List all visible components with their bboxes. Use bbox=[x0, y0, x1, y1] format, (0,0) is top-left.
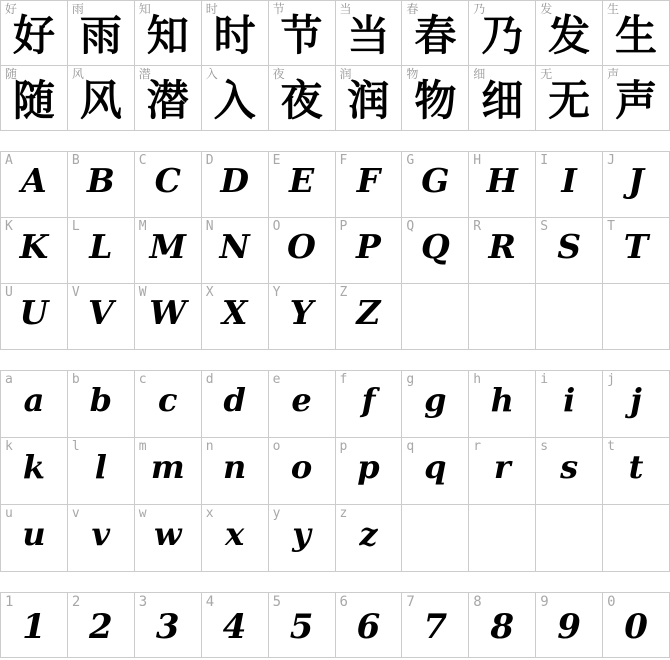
cell-label: F bbox=[339, 153, 348, 168]
cell-label: D bbox=[205, 153, 214, 168]
glyph: b bbox=[89, 381, 113, 419]
glyph: 4 bbox=[222, 607, 247, 647]
glyph-cell bbox=[1, 593, 68, 658]
glyph-cell bbox=[336, 284, 403, 350]
glyph: C bbox=[154, 161, 181, 200]
cell-label: R bbox=[473, 219, 482, 234]
cell-label: 乃 bbox=[473, 2, 486, 16]
glyph: V bbox=[88, 293, 114, 332]
cell-label: z bbox=[339, 506, 348, 521]
glyph: O bbox=[287, 227, 316, 266]
cell-label: I bbox=[540, 153, 549, 168]
glyph: 8 bbox=[490, 607, 515, 647]
glyph: P bbox=[356, 227, 381, 266]
empty-cell bbox=[536, 284, 603, 350]
glyph: h bbox=[490, 381, 514, 419]
glyph: J bbox=[628, 161, 644, 200]
cell-label: V bbox=[71, 285, 80, 300]
glyph-cell bbox=[269, 1, 336, 66]
cell-label: X bbox=[205, 285, 214, 300]
glyph: M bbox=[149, 227, 186, 266]
glyph: 当 bbox=[347, 11, 390, 60]
glyph-cell bbox=[336, 1, 403, 66]
cell-label: Y bbox=[272, 285, 281, 300]
glyph-cell bbox=[603, 218, 670, 284]
glyph: f bbox=[361, 381, 376, 419]
glyph: 声 bbox=[615, 76, 658, 125]
cell-label: v bbox=[71, 506, 80, 521]
glyph-cell bbox=[536, 218, 603, 284]
cell-label: O bbox=[272, 219, 281, 234]
glyph-cell bbox=[202, 593, 269, 658]
cell-label: 4 bbox=[205, 594, 215, 610]
cell-label: h bbox=[473, 372, 482, 387]
glyph: 2 bbox=[89, 607, 113, 647]
glyph: k bbox=[22, 448, 46, 486]
glyph: U bbox=[19, 293, 49, 332]
cell-label: p bbox=[339, 439, 348, 454]
cell-label: 入 bbox=[205, 67, 218, 81]
glyph-cell bbox=[469, 66, 536, 131]
glyph: 潜 bbox=[146, 76, 189, 125]
glyph-cell bbox=[202, 371, 269, 438]
glyph: q bbox=[424, 448, 447, 486]
cell-label: y bbox=[272, 506, 281, 521]
glyph-cell bbox=[469, 438, 536, 505]
glyph: v bbox=[91, 515, 111, 553]
glyph-cell bbox=[202, 505, 269, 572]
glyph: 5 bbox=[289, 607, 314, 647]
glyph: l bbox=[94, 448, 107, 486]
lowercase-grid bbox=[0, 370, 670, 572]
glyph-cell bbox=[269, 152, 336, 218]
cell-label: 5 bbox=[272, 594, 282, 610]
cell-label: 物 bbox=[406, 67, 419, 81]
cell-label: 无 bbox=[540, 67, 553, 81]
glyph-cell bbox=[1, 505, 68, 572]
glyph-cell bbox=[135, 218, 202, 284]
cell-label: 1 bbox=[5, 594, 14, 610]
cell-label: 时 bbox=[205, 2, 218, 16]
empty-cell bbox=[402, 505, 469, 572]
glyph-cell bbox=[603, 438, 670, 505]
glyph-cell bbox=[336, 218, 403, 284]
glyph: g bbox=[424, 381, 447, 419]
cell-label: u bbox=[5, 506, 13, 521]
glyph: 1 bbox=[22, 607, 46, 647]
glyph: 细 bbox=[481, 76, 524, 125]
cell-label: 3 bbox=[138, 594, 148, 610]
glyph: W bbox=[149, 293, 187, 332]
glyph: r bbox=[493, 448, 511, 486]
glyph: z bbox=[359, 515, 378, 553]
glyph-cell bbox=[336, 438, 403, 505]
glyph: t bbox=[628, 448, 644, 486]
glyph: 润 bbox=[347, 76, 390, 125]
cell-label: P bbox=[339, 219, 348, 234]
glyph-cell bbox=[269, 371, 336, 438]
glyph: m bbox=[150, 448, 185, 486]
glyph-cell bbox=[269, 66, 336, 131]
glyph: d bbox=[223, 381, 246, 419]
glyph-cell bbox=[1, 66, 68, 131]
glyph-cell bbox=[603, 66, 670, 131]
cell-label: 润 bbox=[339, 67, 352, 81]
glyph: E bbox=[288, 161, 315, 200]
glyph-cell bbox=[402, 152, 469, 218]
glyph: 6 bbox=[356, 607, 381, 647]
glyph: j bbox=[630, 381, 642, 419]
glyph-cell bbox=[536, 371, 603, 438]
cell-label: Q bbox=[406, 219, 415, 234]
cell-label: o bbox=[272, 439, 281, 454]
digits-grid bbox=[0, 592, 670, 658]
glyph-cell bbox=[135, 284, 202, 350]
glyph-cell bbox=[68, 371, 135, 438]
glyph: B bbox=[86, 161, 115, 200]
glyph-cell bbox=[402, 218, 469, 284]
cell-label: a bbox=[5, 372, 13, 387]
cell-label: 9 bbox=[540, 594, 549, 610]
glyph-cell bbox=[402, 66, 469, 131]
glyph-cell bbox=[402, 438, 469, 505]
cell-label: q bbox=[406, 439, 415, 454]
glyph-cell bbox=[202, 284, 269, 350]
cell-label: g bbox=[406, 372, 415, 387]
glyph: w bbox=[153, 515, 182, 553]
glyph-cell bbox=[536, 152, 603, 218]
glyph-cell bbox=[68, 284, 135, 350]
glyph: I bbox=[561, 161, 577, 200]
cell-label: n bbox=[205, 439, 214, 454]
cell-label: 随 bbox=[5, 67, 18, 81]
cell-label: x bbox=[205, 506, 214, 521]
glyph-cell bbox=[269, 218, 336, 284]
cell-label: 春 bbox=[406, 2, 419, 16]
empty-cell bbox=[469, 284, 536, 350]
glyph-cell bbox=[202, 218, 269, 284]
glyph: T bbox=[623, 227, 649, 266]
cell-label: 7 bbox=[406, 594, 415, 610]
cell-label: 细 bbox=[473, 67, 486, 81]
glyph-cell bbox=[135, 438, 202, 505]
hanzi-grid bbox=[0, 0, 670, 131]
glyph-cell bbox=[603, 593, 670, 658]
glyph: G bbox=[421, 161, 450, 200]
glyph: i bbox=[563, 381, 576, 419]
glyph: 知 bbox=[146, 11, 189, 60]
glyph: 风 bbox=[79, 76, 122, 125]
cell-label: 风 bbox=[71, 67, 84, 81]
glyph: p bbox=[357, 448, 380, 486]
glyph: 雨 bbox=[79, 11, 122, 60]
cell-label: i bbox=[540, 372, 549, 387]
glyph-cell bbox=[135, 593, 202, 658]
glyph-cell bbox=[135, 371, 202, 438]
glyph: Z bbox=[356, 293, 381, 332]
glyph-cell bbox=[135, 1, 202, 66]
cell-label: 潜 bbox=[138, 67, 151, 81]
glyph-cell bbox=[68, 438, 135, 505]
glyph-cell bbox=[469, 371, 536, 438]
cell-label: 节 bbox=[272, 2, 285, 16]
cell-label: r bbox=[473, 439, 482, 454]
glyph-cell bbox=[336, 505, 403, 572]
empty-cell bbox=[402, 284, 469, 350]
glyph-cell bbox=[202, 66, 269, 131]
glyph: 夜 bbox=[280, 76, 323, 125]
cell-label: l bbox=[71, 439, 80, 454]
cell-label: d bbox=[205, 372, 214, 387]
glyph-cell bbox=[536, 438, 603, 505]
glyph-cell bbox=[1, 438, 68, 505]
glyph: F bbox=[356, 161, 381, 200]
cell-label: L bbox=[71, 219, 80, 234]
glyph-cell bbox=[202, 152, 269, 218]
glyph-cell bbox=[536, 1, 603, 66]
cell-label: W bbox=[138, 285, 147, 300]
empty-cell bbox=[469, 505, 536, 572]
cell-label: 夜 bbox=[272, 67, 285, 81]
uppercase-grid bbox=[0, 151, 670, 350]
cell-label: H bbox=[473, 153, 482, 168]
glyph: 好 bbox=[12, 11, 55, 60]
glyph-cell bbox=[336, 593, 403, 658]
glyph-cell bbox=[402, 371, 469, 438]
glyph-cell bbox=[603, 1, 670, 66]
cell-label: 发 bbox=[540, 2, 553, 16]
glyph-cell bbox=[1, 152, 68, 218]
glyph: 7 bbox=[423, 607, 448, 647]
cell-label: S bbox=[540, 219, 549, 234]
glyph-cell bbox=[135, 505, 202, 572]
cell-label: j bbox=[607, 372, 615, 387]
cell-label: 好 bbox=[5, 2, 18, 16]
glyph: X bbox=[221, 293, 248, 332]
cell-label: 0 bbox=[607, 594, 616, 610]
cell-label: b bbox=[71, 372, 80, 387]
glyph-cell bbox=[68, 66, 135, 131]
glyph-cell bbox=[269, 438, 336, 505]
cell-label: 8 bbox=[473, 594, 482, 610]
cell-label: N bbox=[205, 219, 214, 234]
cell-label: M bbox=[138, 219, 147, 234]
glyph: A bbox=[21, 161, 47, 200]
glyph-cell bbox=[202, 1, 269, 66]
cell-label: f bbox=[339, 372, 348, 387]
glyph: 生 bbox=[615, 11, 658, 60]
cell-label: E bbox=[272, 153, 281, 168]
glyph-cell bbox=[402, 1, 469, 66]
glyph-cell bbox=[536, 66, 603, 131]
cell-label: T bbox=[607, 219, 615, 234]
glyph-cell bbox=[135, 66, 202, 131]
glyph-cell bbox=[603, 152, 670, 218]
cell-label: w bbox=[138, 506, 147, 521]
glyph: K bbox=[19, 227, 49, 266]
glyph-cell bbox=[469, 1, 536, 66]
cell-label: 知 bbox=[138, 2, 151, 16]
glyph-cell bbox=[469, 593, 536, 658]
cell-label: c bbox=[138, 372, 147, 387]
cell-label: m bbox=[138, 439, 147, 454]
glyph-cell bbox=[269, 505, 336, 572]
glyph: 春 bbox=[414, 11, 457, 60]
glyph-cell bbox=[68, 218, 135, 284]
cell-label: 声 bbox=[607, 67, 620, 81]
glyph-cell bbox=[68, 1, 135, 66]
empty-cell bbox=[603, 284, 670, 350]
glyph: 发 bbox=[548, 11, 591, 60]
cell-label: 当 bbox=[339, 2, 352, 16]
glyph-cell bbox=[269, 284, 336, 350]
cell-label: Z bbox=[339, 285, 348, 300]
glyph: 3 bbox=[155, 607, 180, 647]
glyph: x bbox=[225, 515, 245, 553]
glyph-cell bbox=[469, 218, 536, 284]
glyph-cell bbox=[336, 152, 403, 218]
glyph: Y bbox=[289, 293, 314, 332]
glyph-cell bbox=[402, 593, 469, 658]
cell-label: t bbox=[607, 439, 615, 454]
cell-label: s bbox=[540, 439, 549, 454]
cell-label: 生 bbox=[607, 2, 620, 16]
glyph-cell bbox=[603, 371, 670, 438]
glyph-cell bbox=[1, 284, 68, 350]
glyph: y bbox=[292, 515, 311, 553]
empty-cell bbox=[603, 505, 670, 572]
glyph-cell bbox=[469, 152, 536, 218]
cell-label: C bbox=[138, 153, 147, 168]
glyph: a bbox=[23, 381, 45, 419]
glyph-cell bbox=[68, 505, 135, 572]
glyph: 物 bbox=[414, 76, 457, 125]
glyph-cell bbox=[68, 152, 135, 218]
cell-label: G bbox=[406, 153, 415, 168]
glyph-cell bbox=[135, 152, 202, 218]
glyph: 无 bbox=[548, 76, 591, 125]
cell-label: 2 bbox=[71, 594, 81, 610]
cell-label: J bbox=[607, 153, 615, 168]
glyph: 随 bbox=[12, 76, 55, 125]
glyph: 节 bbox=[280, 11, 323, 60]
glyph-cell bbox=[536, 593, 603, 658]
glyph-cell bbox=[336, 66, 403, 131]
glyph-cell bbox=[1, 1, 68, 66]
glyph: R bbox=[488, 227, 516, 266]
glyph: H bbox=[486, 161, 518, 200]
glyph: 乃 bbox=[481, 11, 524, 60]
glyph: 0 bbox=[624, 607, 648, 647]
glyph-cell bbox=[269, 593, 336, 658]
glyph: c bbox=[158, 381, 178, 419]
glyph: u bbox=[22, 515, 46, 553]
glyph: o bbox=[290, 448, 313, 486]
glyph: N bbox=[219, 227, 250, 266]
cell-label: K bbox=[5, 219, 13, 234]
glyph-cell bbox=[336, 371, 403, 438]
cell-label: B bbox=[71, 153, 80, 168]
cell-label: k bbox=[5, 439, 13, 454]
cell-label: 6 bbox=[339, 594, 348, 610]
cell-label: 雨 bbox=[71, 2, 84, 16]
glyph: L bbox=[89, 227, 113, 266]
glyph: e bbox=[291, 381, 312, 419]
glyph: n bbox=[223, 448, 247, 486]
cell-label: e bbox=[272, 372, 281, 387]
glyph: 时 bbox=[213, 11, 256, 60]
glyph: s bbox=[560, 448, 579, 486]
glyph: D bbox=[220, 161, 249, 200]
glyph-cell bbox=[68, 593, 135, 658]
glyph-cell bbox=[1, 371, 68, 438]
glyph: Q bbox=[420, 227, 450, 266]
glyph: 9 bbox=[557, 607, 581, 647]
glyph: 入 bbox=[213, 76, 256, 125]
glyph-cell bbox=[202, 438, 269, 505]
cell-label: A bbox=[5, 153, 13, 168]
cell-label: U bbox=[5, 285, 13, 300]
empty-cell bbox=[536, 505, 603, 572]
glyph: S bbox=[557, 227, 582, 266]
glyph-cell bbox=[1, 218, 68, 284]
